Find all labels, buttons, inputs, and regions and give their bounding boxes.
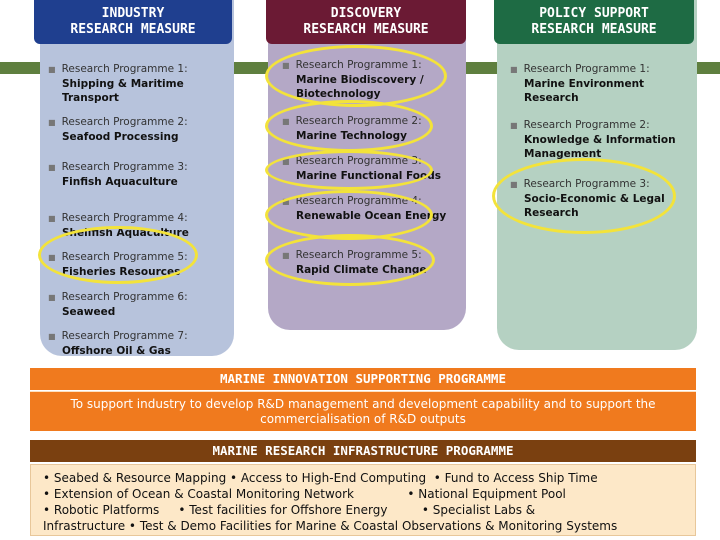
infrastructure-items <box>30 464 696 536</box>
bullet-icon: ■ <box>48 332 56 341</box>
discovery-programme-3: ■ Research Programme 3: Marine Functional Foods <box>282 155 441 182</box>
infrastructure-line-3: • Robotic Platforms • Test facilities for Offshore Energy • Specialist Labs & <box>43 503 536 517</box>
infrastructure-line-2: • Extension of Ocean & Coastal Monitoring Network • National Equipment Pool <box>43 487 566 501</box>
highlight-ellipse <box>265 190 433 240</box>
discovery-programme-2: ■ Research Programme 2: Marine Technology <box>282 115 422 142</box>
industry-programme-3: ■ Research Programme 3: Finfish Aquaculture <box>48 161 188 188</box>
bullet-icon: ■ <box>48 65 56 74</box>
policy-header <box>494 0 694 44</box>
bullet-icon: ■ <box>510 121 518 130</box>
bullet-icon: ■ <box>282 61 290 70</box>
industry-programme-1: ■ Research Programme 1: Shipping & Maritime Transport <box>48 63 188 104</box>
policy-programme-2: ■ Research Programme 2: Knowledge & Information Management <box>510 119 676 160</box>
bullet-icon: ■ <box>282 251 290 260</box>
bullet-icon: ■ <box>282 157 290 166</box>
bullet-icon: ■ <box>282 197 290 206</box>
policy-title-line1: POLICY SUPPORT <box>539 6 649 21</box>
infrastructure-title: MARINE RESEARCH INFRASTRUCTURE PROGRAMME <box>30 440 696 462</box>
highlight-ellipse <box>265 45 447 107</box>
bullet-icon: ■ <box>48 253 56 262</box>
highlight-ellipse <box>265 150 433 190</box>
highlight-ellipse <box>38 226 198 284</box>
bullet-icon: ■ <box>48 293 56 302</box>
innovation-title: MARINE INNOVATION SUPPORTING PROGRAMME <box>30 368 696 390</box>
policy-programme-3: ■ Research Programme 3: Socio-Economic & Legal Research <box>510 178 665 219</box>
discovery-programme-1: ■ Research Programme 1: Marine Biodiscovery / Biotechnology <box>282 59 424 100</box>
industry-programme-7: ■ Research Programme 7: Offshore Oil & Gas <box>48 330 188 357</box>
bullet-icon: ■ <box>48 214 56 223</box>
innovation-description: To support industry to develop R&D management and development capability and to support the commercialisation of R&D outputs <box>30 391 696 431</box>
bullet-icon: ■ <box>48 163 56 172</box>
infrastructure-line-1: • Seabed & Resource Mapping • Access to High-End Computing • Fund to Access Ship Time <box>43 471 598 485</box>
industry-programme-2: ■ Research Programme 2: Seafood Processing <box>48 116 188 143</box>
bullet-icon: ■ <box>48 118 56 127</box>
discovery-title-line2: RESEARCH MEASURE <box>303 22 429 37</box>
industry-title-line2: RESEARCH MEASURE <box>70 22 196 37</box>
discovery-title-line1: DISCOVERY <box>330 6 402 21</box>
discovery-programme-4: ■ Research Programme 4: Renewable Ocean Energy <box>282 195 447 222</box>
policy-title-line2: RESEARCH MEASURE <box>531 22 657 37</box>
industry-header <box>34 0 232 44</box>
infrastructure-line-4: Infrastructure • Test & Demo Facilities for Marine & Coastal Observations & Monitoring Systems <box>43 519 618 533</box>
highlight-ellipse <box>492 158 676 234</box>
discovery-header <box>266 0 466 44</box>
policy-programme-1: ■ Research Programme 1: Marine Environment Research <box>510 63 650 104</box>
highlight-ellipse <box>265 100 433 152</box>
industry-programme-5: ■ Research Programme 5: Fisheries Resources <box>48 251 188 278</box>
discovery-programme-5: ■ Research Programme 5: Rapid Climate Change <box>282 249 427 276</box>
industry-title-line1: INDUSTRY <box>101 6 165 21</box>
highlight-ellipse <box>265 234 435 286</box>
industry-programme-4: ■ Research Programme 4: Shellfish Aquaculture <box>48 212 189 239</box>
bullet-icon: ■ <box>510 65 518 74</box>
industry-programme-6: ■ Research Programme 6: Seaweed <box>48 291 188 318</box>
bullet-icon: ■ <box>510 180 518 189</box>
bullet-icon: ■ <box>282 117 290 126</box>
